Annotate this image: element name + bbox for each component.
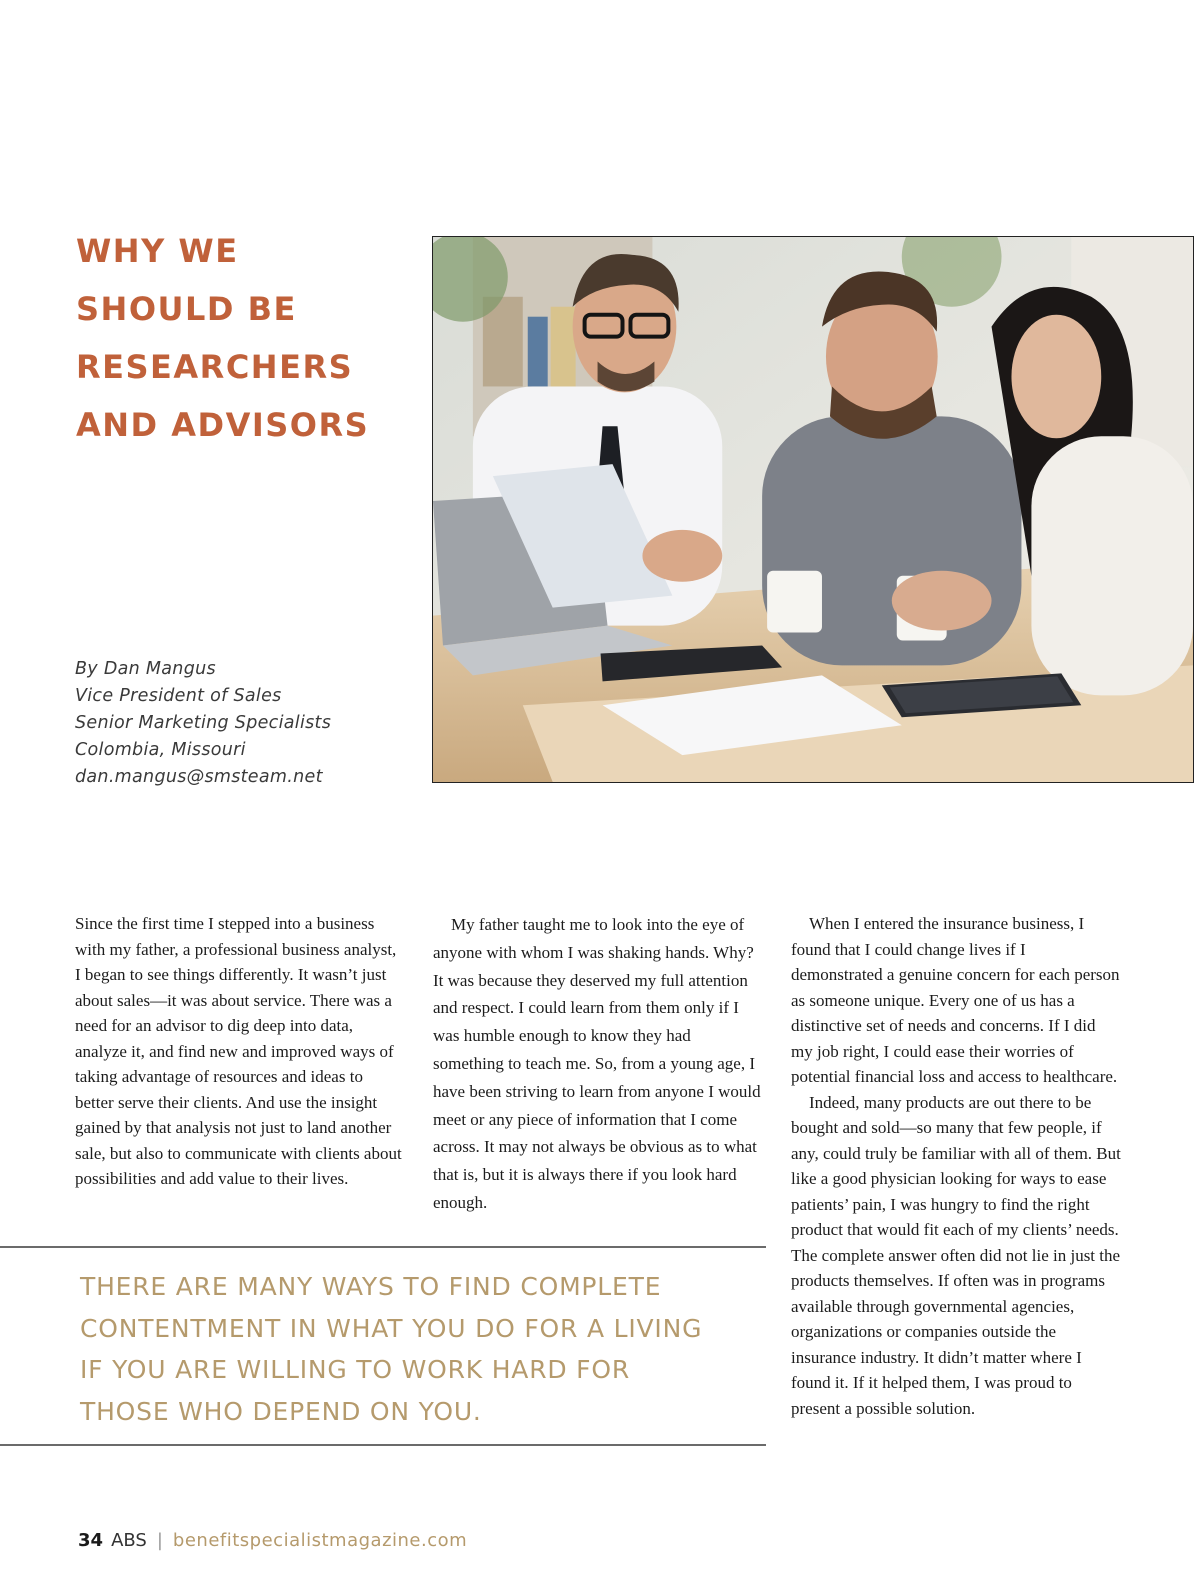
headline-line-1: WHY WE xyxy=(76,232,239,270)
paragraph: When I entered the insurance business, I found that I could change lives if I demonstrated a genuine concern for each person as someone unique. Every one of us has a distinctive set of needs and concerns. If I did my job right, I could ease their worries of potential financial loss and access to healthcare. xyxy=(791,914,1120,1086)
pull-quote-line-1: THERE ARE MANY WAYS TO FIND COMPLETE xyxy=(80,1272,662,1301)
pull-quote-line-2: CONTENTMENT IN WHAT YOU DO FOR A LIVING xyxy=(80,1313,703,1343)
article-photo xyxy=(432,236,1194,783)
byline-location: Colombia, Missouri xyxy=(75,740,246,760)
page-footer xyxy=(78,1530,467,1551)
pull-quote-text xyxy=(80,1266,760,1432)
article-column-3 xyxy=(791,911,1121,1421)
byline xyxy=(75,656,331,791)
magazine-name: ABS xyxy=(111,1530,147,1551)
headline-line-2: SHOULD BE xyxy=(76,290,297,328)
paragraph: My father taught me to look into the eye of anyone with whom I was shaking hands. Why? It was because they deserved my full attention and respect. I could learn from them only if I was humble enough to know they had something to teach me. So, from a young age, I have been striving to learn from anyone I would meet or any piece of information that I come across. It may not always be obvious as to what that is, but it is always there if you look hard enough. xyxy=(433,915,761,1212)
byline-email[interactable]: dan.mangus@smsteam.net xyxy=(75,767,323,787)
page-number: 34 xyxy=(78,1530,104,1551)
byline-author: By Dan Mangus xyxy=(75,659,216,679)
pull-quote-line-3: IF YOU ARE WILLING TO WORK HARD FOR xyxy=(80,1355,630,1384)
photo-meeting-icon xyxy=(433,237,1193,782)
headline-line-3: RESEARCHERS xyxy=(76,348,354,386)
headline-line-4: AND ADVISORS xyxy=(76,406,370,444)
byline-title: Vice President of Sales xyxy=(75,686,282,706)
byline-company: Senior Marketing Specialists xyxy=(75,713,332,733)
article-column-2 xyxy=(433,911,763,1217)
pull-quote xyxy=(0,1246,766,1446)
footer-separator: | xyxy=(156,1530,163,1551)
article-headline xyxy=(76,222,406,454)
paragraph: Indeed, many products are out there to be bought and sold—so many that few people, if any, could truly be familiar with all of them. But like a good physician looking for ways to ease patients’ pain, I was hungry to find the right product that would fit each of my clients’ needs. The complete answer often did not lie in just the products themselves. If often was in programs available through governmental agencies, organizations or companies outside the insurance industry. It didn’t matter where I found it. If it helped them, I was proud to present a possible solution. xyxy=(791,1092,1121,1418)
website-link[interactable]: benefitspecialistmagazine.com xyxy=(172,1530,468,1551)
pull-quote-line-4: THOSE WHO DEPEND ON YOU. xyxy=(80,1396,482,1426)
article-column-1 xyxy=(75,911,405,1192)
paragraph: Since the first time I stepped into a business with my father, a professional business analyst, I began to see things differently. It wasn’t just about sales—it was about service. There was a need for an advisor to dig deep into data, analyze it, and find new and improved ways of taking advantage of resources and ideas to better serve their clients. And use the insight gained by that analysis not just to land another sale, but also to communicate with clients about possibilities and add value to their lives. xyxy=(75,914,402,1188)
